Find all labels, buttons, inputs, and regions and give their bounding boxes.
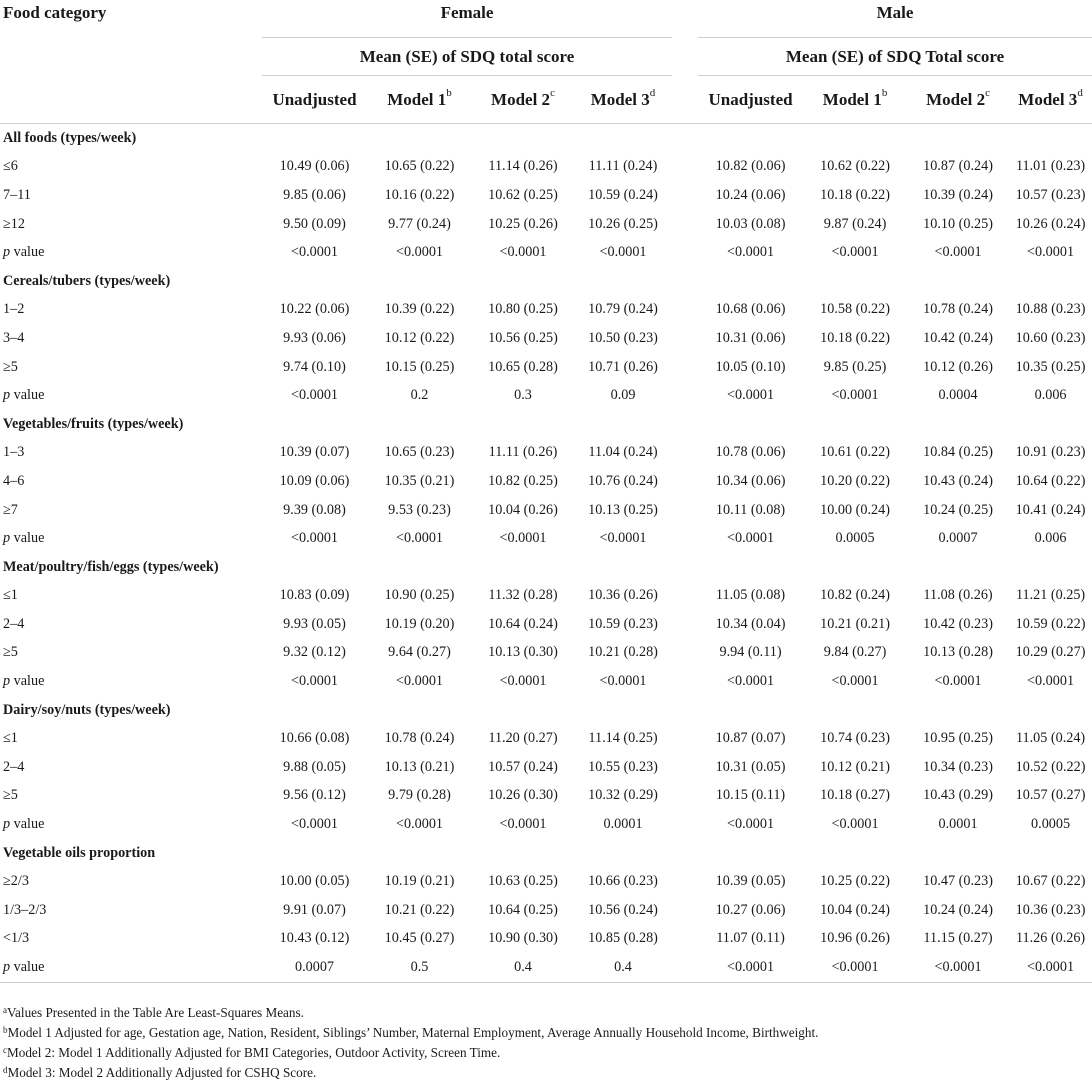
table-cell: 10.19 (0.21) — [384, 873, 455, 890]
table-row — [0, 896, 1092, 925]
table-cell: 10.84 (0.25) — [923, 444, 993, 461]
table-cell: 10.43 (0.12) — [279, 930, 350, 947]
row-label: 1–2 — [3, 301, 25, 318]
table-cell: 10.04 (0.24) — [820, 901, 890, 918]
footnote-mark: d — [3, 1065, 8, 1075]
table-cell: 10.87 (0.07) — [715, 730, 786, 747]
table-cell: <0.0001 — [290, 244, 339, 261]
col-male-unadjusted: Unadjusted — [698, 76, 803, 124]
table-cell: 10.91 (0.23) — [1015, 444, 1086, 461]
col-header-female: Female — [440, 3, 494, 22]
row-label — [0, 667, 262, 696]
table-cell: 10.04 (0.26) — [488, 501, 558, 518]
table-cell: 10.34 (0.23) — [923, 758, 993, 775]
table-cell: 10.63 (0.25) — [488, 873, 558, 890]
table-row — [0, 867, 1092, 896]
section-header-row — [0, 267, 1092, 296]
table-cell: 10.39 (0.22) — [384, 301, 455, 318]
table-cell: 10.15 (0.11) — [715, 787, 786, 804]
table-cell: 10.59 (0.23) — [588, 615, 658, 632]
table-row — [0, 610, 1092, 639]
table-cell: 10.57 (0.27) — [1015, 787, 1086, 804]
table-cell: 10.59 (0.22) — [1015, 615, 1086, 632]
table-cell: <0.0001 — [727, 673, 775, 690]
table-cell: 10.13 (0.28) — [923, 644, 993, 661]
table-cell: 10.09 (0.06) — [279, 472, 350, 489]
table-cell: 10.66 (0.08) — [279, 730, 350, 747]
header-row-3 — [0, 76, 1092, 124]
table-cell: 9.77 (0.24) — [388, 215, 451, 232]
section-header-row — [0, 124, 1092, 153]
table-cell: 0.09 — [610, 387, 636, 404]
table-cell: 10.26 (0.30) — [488, 787, 558, 804]
col-header-male: Male — [876, 3, 914, 22]
table-cell: 0.0005 — [835, 530, 875, 547]
table-cell: 0.0005 — [1031, 816, 1071, 833]
table-row — [0, 467, 1092, 496]
table-cell: 10.39 (0.07) — [279, 444, 350, 461]
table-row — [0, 753, 1092, 782]
table-cell: 9.93 (0.06) — [283, 329, 346, 346]
male-subheader: Mean (SE) of SDQ Total score — [698, 38, 1092, 76]
table-cell: <0.0001 — [727, 816, 775, 833]
table-cell: 0.2 — [410, 387, 429, 404]
footnote — [3, 1063, 1088, 1083]
table-cell: 10.82 (0.25) — [488, 472, 558, 489]
col-female-model2: Model 2$^c$ — [472, 76, 574, 124]
row-label: 1/3–2/3 — [3, 901, 47, 918]
table-cell: 10.65 (0.23) — [384, 444, 455, 461]
table-cell: 10.29 (0.27) — [1015, 644, 1086, 661]
table-cell: 10.35 (0.25) — [1015, 358, 1086, 375]
table-cell: 10.74 (0.23) — [820, 730, 890, 747]
table-row — [0, 381, 1092, 410]
table-cell: 9.64 (0.27) — [388, 644, 451, 661]
table-cell: 0.0007 — [938, 530, 978, 547]
footnote — [3, 1023, 1088, 1043]
table-cell: 10.56 (0.25) — [488, 329, 558, 346]
table-row — [0, 582, 1092, 611]
table-cell: <0.0001 — [499, 816, 547, 833]
table-cell: 10.49 (0.06) — [279, 158, 350, 175]
table-cell: <0.0001 — [727, 387, 775, 404]
table-cell: 9.85 (0.06) — [283, 186, 346, 203]
table-cell: 10.20 (0.22) — [820, 472, 890, 489]
table-row — [0, 439, 1092, 468]
row-label — [0, 381, 262, 410]
table-cell: 10.27 (0.06) — [715, 901, 786, 918]
footnotes — [3, 1003, 1088, 1083]
table-cell: 10.16 (0.22) — [384, 186, 455, 203]
table-cell: 10.71 (0.26) — [588, 358, 658, 375]
p-symbol: p — [3, 387, 11, 404]
table-cell: <0.0001 — [831, 244, 879, 261]
table-cell: 10.67 (0.22) — [1015, 873, 1086, 890]
footnote-text: Model 2: Model 1 Additionally Adjusted for BMI Categories, Outdoor Activity, Screen Time. — [7, 1045, 501, 1060]
col-female-model1: Model 1$^b$ — [367, 76, 472, 124]
table-row — [0, 524, 1092, 553]
row-label: ≤6 — [3, 158, 18, 175]
table-cell: 10.80 (0.25) — [488, 301, 558, 318]
table-cell: 10.64 (0.25) — [488, 901, 558, 918]
table-cell: 10.85 (0.28) — [588, 930, 658, 947]
table-cell: <0.0001 — [599, 673, 647, 690]
table-row — [0, 353, 1092, 382]
table-cell: 10.10 (0.25) — [923, 215, 993, 232]
table-cell: <0.0001 — [907, 953, 1009, 982]
table-cell: <0.0001 — [395, 530, 444, 547]
table-cell: 10.55 (0.23) — [588, 758, 658, 775]
row-label: ≤1 — [3, 730, 18, 747]
table-cell: 11.11 (0.24) — [588, 158, 658, 175]
col-male-model2: Model 2$^c$ — [907, 76, 1009, 124]
table-row — [0, 324, 1092, 353]
table-cell: 10.32 (0.29) — [588, 787, 658, 804]
table-cell: 10.42 (0.23) — [923, 615, 993, 632]
table-cell: 10.82 (0.06) — [715, 158, 786, 175]
table-row — [0, 953, 1092, 982]
table-cell: <0.0001 — [831, 673, 879, 690]
table-cell: 10.65 (0.28) — [488, 358, 558, 375]
table-cell: <0.0001 — [934, 244, 982, 261]
table-cell: 10.00 (0.05) — [279, 873, 350, 890]
table-cell: 10.12 (0.21) — [820, 758, 890, 775]
row-label — [0, 524, 262, 553]
table-cell: 11.11 (0.26) — [488, 444, 558, 461]
table-cell: 10.05 (0.10) — [715, 358, 786, 375]
table-cell: 10.18 (0.27) — [820, 787, 890, 804]
table-cell: 0.4 — [574, 953, 672, 982]
table-cell: 10.31 (0.05) — [715, 758, 786, 775]
table-cell: 11.08 (0.26) — [923, 587, 993, 604]
table-cell: 9.84 (0.27) — [823, 644, 887, 661]
table-cell: 10.15 (0.25) — [384, 358, 455, 375]
table-cell: 10.56 (0.24) — [588, 901, 658, 918]
table-body — [0, 124, 1092, 983]
p-symbol: p — [3, 530, 11, 547]
table-cell: 10.18 (0.22) — [820, 186, 890, 203]
table-cell: 10.25 (0.22) — [820, 873, 890, 890]
row-label: ≥12 — [3, 215, 25, 232]
table-cell: 10.83 (0.09) — [279, 587, 350, 604]
table-row — [0, 782, 1092, 811]
table-cell: <0.0001 — [803, 953, 907, 982]
table-cell: <0.0001 — [290, 387, 339, 404]
table-cell: 10.78 (0.06) — [715, 444, 786, 461]
row-label: ≥2/3 — [3, 873, 29, 890]
table-cell: 11.05 (0.24) — [1015, 730, 1086, 747]
table-cell: 10.50 (0.23) — [588, 329, 658, 346]
table-row — [0, 496, 1092, 525]
table-cell: <0.0001 — [831, 387, 879, 404]
table-cell: 10.24 (0.06) — [715, 186, 786, 203]
table-cell: 10.62 (0.22) — [820, 158, 890, 175]
table-cell: 11.14 (0.25) — [588, 730, 658, 747]
section-header-row — [0, 839, 1092, 868]
table-cell: 10.21 (0.22) — [384, 901, 455, 918]
table-cell: 9.87 (0.24) — [823, 215, 887, 232]
table-cell: 10.21 (0.21) — [820, 615, 890, 632]
table-cell: 0.0007 — [262, 953, 367, 982]
section-title: All foods (types/week) — [3, 129, 137, 146]
table-cell: 10.36 (0.26) — [588, 587, 658, 604]
table-cell: 10.21 (0.28) — [588, 644, 658, 661]
footnote-text: Model 3: Model 2 Additionally Adjusted for CSHQ Score. — [7, 1065, 317, 1080]
table-cell: <0.0001 — [1027, 244, 1075, 261]
table-cell: 11.14 (0.26) — [488, 158, 558, 175]
row-label: ≥7 — [3, 501, 18, 518]
table-cell: 10.24 (0.25) — [923, 501, 993, 518]
table-cell: 11.07 (0.11) — [716, 930, 785, 947]
table-cell: 10.57 (0.24) — [488, 758, 558, 775]
table-cell: <0.0001 — [499, 244, 547, 261]
table-cell: 10.26 (0.25) — [588, 215, 658, 232]
table-cell: <0.0001 — [1009, 953, 1092, 982]
table-row — [0, 153, 1092, 182]
table-cell: <0.0001 — [395, 816, 444, 833]
table-cell: 10.87 (0.24) — [923, 158, 993, 175]
table-cell: 0.0001 — [603, 816, 643, 833]
table-cell: <0.0001 — [499, 530, 547, 547]
table-row — [0, 810, 1092, 839]
table-cell: 10.42 (0.24) — [923, 329, 993, 346]
row-label — [0, 238, 262, 267]
table-cell: 10.35 (0.21) — [384, 472, 455, 489]
table-cell: 10.78 (0.24) — [923, 301, 993, 318]
table-cell: 10.11 (0.08) — [715, 501, 786, 518]
table-cell: 0.3 — [514, 387, 532, 404]
table-cell: 11.20 (0.27) — [488, 730, 558, 747]
footnote — [3, 1043, 1088, 1063]
row-label: ≥5 — [3, 644, 18, 661]
p-symbol: p — [3, 244, 11, 261]
row-label: 1–3 — [3, 444, 25, 461]
table-cell: 9.32 (0.12) — [283, 644, 346, 661]
table-cell: 0.4 — [472, 953, 574, 982]
row-label: <1/3 — [3, 930, 30, 947]
table-cell: 9.93 (0.05) — [283, 615, 346, 632]
row-label: 2–4 — [3, 615, 25, 632]
table-cell: 10.64 (0.24) — [488, 615, 558, 632]
table-cell: 10.90 (0.30) — [488, 930, 558, 947]
table-cell: <0.0001 — [934, 673, 982, 690]
table-cell: 10.60 (0.23) — [1015, 329, 1086, 346]
table-cell: 10.88 (0.23) — [1015, 301, 1086, 318]
footnote — [3, 1003, 1088, 1023]
header-row-2 — [0, 38, 1092, 76]
p-label-rest: value — [10, 387, 45, 404]
table-cell: 10.31 (0.06) — [715, 329, 786, 346]
table-cell: 11.26 (0.26) — [1015, 930, 1086, 947]
table-row — [0, 181, 1092, 210]
female-subheader: Mean (SE) of SDQ total score — [262, 38, 672, 76]
table-cell: 10.34 (0.04) — [715, 615, 786, 632]
row-label: ≤1 — [3, 587, 18, 604]
table-cell: <0.0001 — [599, 530, 647, 547]
row-label — [0, 953, 262, 982]
row-label: 2–4 — [3, 758, 25, 775]
table-cell: 10.41 (0.24) — [1015, 501, 1086, 518]
p-label-rest: value — [10, 530, 45, 547]
table-cell: 9.85 (0.25) — [823, 358, 887, 375]
p-label-rest: value — [10, 959, 45, 976]
footnote-text: Values Presented in the Table Are Least-Squares Means. — [7, 1005, 304, 1020]
table-row — [0, 210, 1092, 239]
p-label-rest: value — [10, 673, 45, 690]
table-row — [0, 925, 1092, 954]
table-cell: 11.04 (0.24) — [588, 444, 658, 461]
table-cell: 10.90 (0.25) — [384, 587, 455, 604]
table-cell: 10.57 (0.23) — [1015, 186, 1086, 203]
table-cell: 10.43 (0.29) — [923, 787, 993, 804]
table-cell: <0.0001 — [727, 244, 775, 261]
section-header-row — [0, 696, 1092, 725]
table-cell: 10.66 (0.23) — [588, 873, 658, 890]
table-cell: 10.39 (0.05) — [715, 873, 786, 890]
table-cell: 9.79 (0.28) — [388, 787, 451, 804]
table-cell: <0.0001 — [395, 673, 444, 690]
table-cell: 10.59 (0.24) — [588, 186, 658, 203]
table-cell: 9.94 (0.11) — [719, 644, 782, 661]
table-cell: 10.34 (0.06) — [715, 472, 786, 489]
table-cell: <0.0001 — [727, 530, 775, 547]
table-cell: 11.01 (0.23) — [1015, 158, 1086, 175]
row-label — [0, 810, 262, 839]
table-cell: 10.47 (0.23) — [923, 873, 993, 890]
table-cell: 10.36 (0.23) — [1015, 901, 1086, 918]
table-cell: <0.0001 — [831, 816, 879, 833]
table-cell: 11.21 (0.25) — [1015, 587, 1086, 604]
section-title: Cereals/tubers (types/week) — [3, 272, 171, 289]
table-cell: 10.13 (0.30) — [488, 644, 558, 661]
table-cell: 10.03 (0.08) — [715, 215, 786, 232]
table-cell: 10.62 (0.25) — [488, 186, 558, 203]
table-cell: 0.5 — [367, 953, 472, 982]
table-cell: 10.78 (0.24) — [384, 730, 455, 747]
table-row — [0, 667, 1092, 696]
table-row — [0, 238, 1092, 267]
row-label: 4–6 — [3, 472, 25, 489]
table-cell: 0.0001 — [938, 816, 978, 833]
table-cell: 10.12 (0.26) — [923, 358, 993, 375]
table-cell: 9.91 (0.07) — [283, 901, 346, 918]
row-label: 7–11 — [3, 186, 31, 203]
table-cell: 9.56 (0.12) — [283, 787, 346, 804]
table-cell: 10.96 (0.26) — [820, 930, 890, 947]
p-label-rest: value — [10, 244, 45, 261]
table-cell: <0.0001 — [290, 673, 339, 690]
table-cell: 10.61 (0.22) — [820, 444, 890, 461]
footnote-mark: a — [3, 1005, 7, 1015]
table-cell: 10.76 (0.24) — [588, 472, 658, 489]
table-cell: 10.45 (0.27) — [384, 930, 455, 947]
table-cell: 10.82 (0.24) — [820, 587, 890, 604]
footnote-mark: b — [3, 1025, 8, 1035]
table-cell: 10.24 (0.24) — [923, 901, 993, 918]
table-row — [0, 724, 1092, 753]
section-title: Dairy/soy/nuts (types/week) — [3, 701, 171, 718]
table-cell: 10.64 (0.22) — [1015, 472, 1086, 489]
row-label: ≥5 — [3, 787, 18, 804]
p-symbol: p — [3, 816, 11, 833]
table-cell: 9.53 (0.23) — [388, 501, 451, 518]
table-cell: 10.43 (0.24) — [923, 472, 993, 489]
p-symbol: p — [3, 959, 11, 976]
table-cell: 0.0004 — [938, 387, 978, 404]
table-cell: 10.12 (0.22) — [384, 329, 455, 346]
table-cell: 10.22 (0.06) — [279, 301, 350, 318]
table-cell: 10.79 (0.24) — [588, 301, 658, 318]
table-cell: 10.00 (0.24) — [820, 501, 890, 518]
table-cell: 10.26 (0.24) — [1015, 215, 1086, 232]
row-label: ≥5 — [3, 358, 18, 375]
table-cell: <0.0001 — [599, 244, 647, 261]
table-cell: 9.88 (0.05) — [283, 758, 346, 775]
col-header-food-category: Food category — [3, 3, 107, 22]
table-cell: 10.19 (0.20) — [384, 615, 455, 632]
table-cell: <0.0001 — [1027, 673, 1075, 690]
table-cell: 10.65 (0.22) — [384, 158, 455, 175]
table-cell: 10.13 (0.25) — [588, 501, 658, 518]
table-cell: <0.0001 — [290, 530, 339, 547]
table-cell: 9.39 (0.08) — [283, 501, 346, 518]
footnote-mark: c — [3, 1045, 7, 1055]
col-male-model1: Model 1$^b$ — [803, 76, 907, 124]
table-cell: <0.0001 — [698, 953, 803, 982]
footnote-text: Model 1 Adjusted for age, Gestation age, Nation, Resident, Siblings’ Number, Maternal Employment, Average Annually Household Income, Birthweight. — [7, 1025, 819, 1040]
col-female-model3: Model 3$^d$ — [574, 76, 672, 124]
table-cell: 10.95 (0.25) — [923, 730, 993, 747]
section-header-row — [0, 410, 1092, 439]
table-cell: 0.006 — [1034, 530, 1067, 547]
table-cell: 10.39 (0.24) — [923, 186, 993, 203]
table-cell: 9.50 (0.09) — [283, 215, 346, 232]
p-label-rest: value — [10, 816, 45, 833]
row-label: 3–4 — [3, 329, 25, 346]
table-cell: 10.25 (0.26) — [488, 215, 558, 232]
table-cell: <0.0001 — [395, 244, 444, 261]
table-cell: <0.0001 — [499, 673, 547, 690]
header-row-1 — [0, 0, 1092, 38]
p-symbol: p — [3, 673, 11, 690]
section-header-row — [0, 553, 1092, 582]
table-cell: 10.13 (0.21) — [384, 758, 455, 775]
table-cell: 0.006 — [1034, 387, 1067, 404]
section-title: Vegetables/fruits (types/week) — [3, 415, 184, 432]
table-cell: 11.32 (0.28) — [488, 587, 558, 604]
table-cell: 10.58 (0.22) — [820, 301, 890, 318]
table-row — [0, 639, 1092, 668]
col-male-model3: Model 3$^d$ — [1009, 76, 1092, 124]
section-title: Vegetable oils proportion — [3, 844, 156, 861]
table-cell: 11.05 (0.08) — [715, 587, 786, 604]
table-cell: 9.74 (0.10) — [283, 358, 346, 375]
table-row — [0, 296, 1092, 325]
table-cell: 10.68 (0.06) — [715, 301, 786, 318]
table-cell: 10.52 (0.22) — [1015, 758, 1086, 775]
table-cell: 10.18 (0.22) — [820, 329, 890, 346]
table-cell: 11.15 (0.27) — [923, 930, 993, 947]
col-female-unadjusted: Unadjusted — [262, 76, 367, 124]
table-cell: <0.0001 — [290, 816, 339, 833]
section-title: Meat/poultry/fish/eggs (types/week) — [3, 558, 219, 575]
